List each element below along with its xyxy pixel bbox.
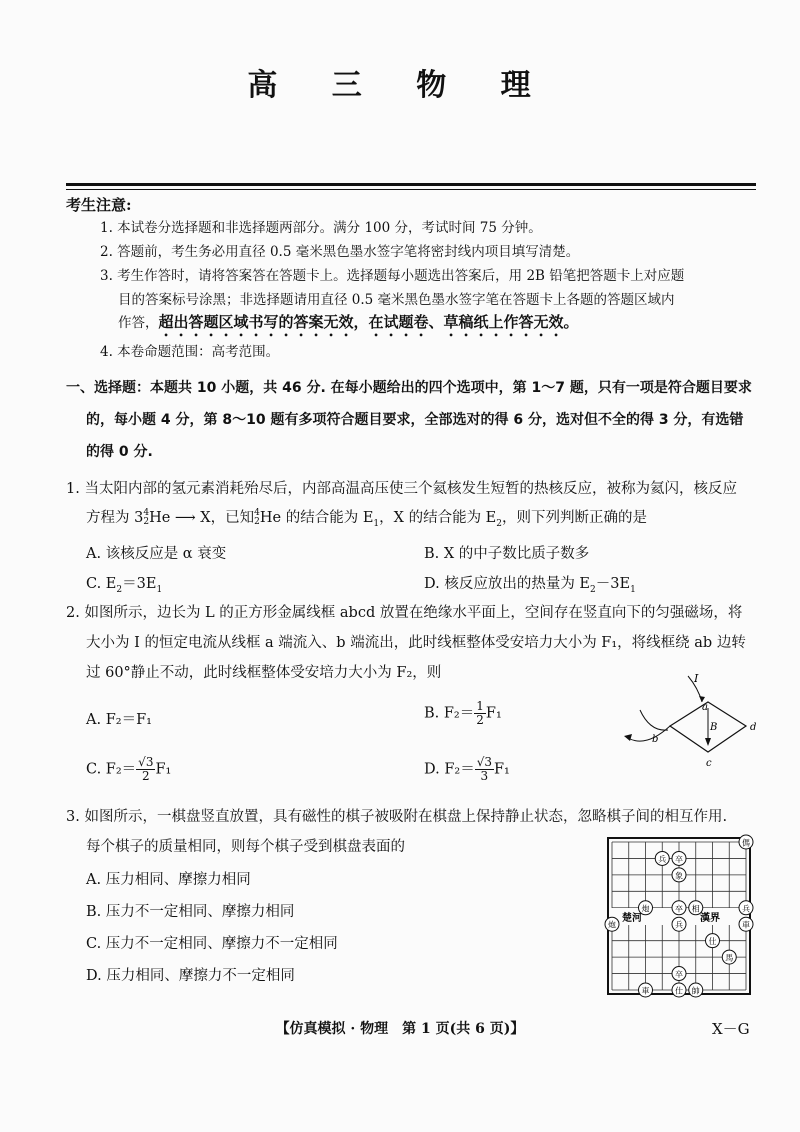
q1-optd-a: D. 核反应放出的热量为 E	[424, 576, 591, 592]
fraction	[475, 756, 494, 783]
label-current: I	[694, 672, 699, 685]
label-B: B	[710, 722, 718, 733]
q1-optd-b: －3E	[595, 576, 631, 592]
q2-stem-line2: 大小为 I 的恒定电流从线框 a 端流入、b 端流出，此时线框整体受安培力大小为 F₁，将线框绕 ab 边转	[86, 635, 746, 651]
q1-stem-line1: 1. 当太阳内部的氢元素消耗殆尽后，内部高温高压使三个氦核发生短暂的热核反应，被称为氦闪，核反应	[66, 481, 737, 497]
q1-optd-sub2: 2	[590, 584, 596, 595]
q1-optc-b: ＝3E	[122, 576, 157, 592]
out-arrow-head	[624, 734, 632, 741]
chess-piece-label: 兵	[675, 920, 683, 930]
label-a: a	[702, 702, 708, 713]
chess-piece-label: 兵	[658, 854, 667, 864]
q2-option-a: A. F₂＝F₁	[86, 712, 152, 728]
section-heading-line2: 的，每小题 4 分，第 8～10 题有多项符合题目要求，全部选对的得 6 分，选对但不全的得 3 分，有选错	[86, 412, 744, 428]
q3-option-b: B. 压力不一定相同、摩擦力相同	[86, 904, 295, 920]
chess-piece-label: 炮	[641, 904, 650, 914]
notice-item-3-line3	[118, 312, 579, 340]
chess-piece-label: 相	[691, 904, 700, 914]
chess-piece-label: 兵	[742, 904, 750, 914]
mass-number: 4	[143, 508, 150, 518]
q3-stem-line1: 3. 如图所示，一棋盘竖直放置，具有磁性的棋子被吸附在棋盘上保持静止状态，忽略棋子间的相互作用.	[66, 809, 728, 825]
q2-option-c	[86, 756, 171, 783]
chess-piece-label: 象	[675, 871, 683, 881]
chess-piece-label: 帥	[691, 986, 700, 996]
fraction	[474, 700, 486, 727]
chess-piece-label: 馬	[725, 953, 734, 963]
q2-optc-post: F₁	[155, 761, 172, 778]
q1-option-a: A. 该核反应是 α 衰变	[86, 546, 227, 562]
subscript-1: 1	[373, 518, 380, 529]
q1-stem-line2	[86, 503, 647, 539]
q2-optb-post: F₁	[485, 705, 502, 722]
current-arc-in	[640, 710, 668, 730]
notice-item-3-line2: 目的答案标号涂黑；非选择题请用直径 0.5 毫米黑色墨水签字笔在答题卡上各题的答题区域内	[118, 292, 675, 308]
q1-optc-sub2: 2	[116, 584, 123, 595]
subscript-2: 2	[496, 518, 503, 529]
chess-board-figure	[600, 830, 758, 1002]
denominator: 3	[480, 769, 489, 783]
river-left-text: 楚河	[622, 913, 642, 924]
q2-option-d	[424, 756, 510, 783]
header-rule-thin	[66, 189, 756, 190]
q1-option-c	[86, 572, 162, 595]
fraction	[136, 756, 155, 783]
q1-text-c: He 的结合能为 E	[259, 510, 374, 526]
label-c: c	[706, 758, 712, 769]
label-d: d	[750, 722, 757, 733]
q3-option-a: A. 压力相同、摩擦力相同	[86, 872, 251, 888]
chess-piece-label: 卒	[675, 904, 683, 914]
q3-stem-line2: 每个棋子的质量相同，则每个棋子受到棋盘表面的	[86, 839, 405, 855]
notice-item-2: 2. 答题前，考生务必用直径 0.5 毫米黑色墨水签字笔将密封线内项目填写清楚。	[100, 244, 580, 260]
chess-piece-label: 仕	[675, 986, 683, 996]
atomic-number: 2	[143, 517, 150, 527]
q2-optd-post: F₁	[493, 761, 510, 778]
page-footer: 【仿真模拟 · 物理 第 1 页(共 6 页)】	[275, 1021, 525, 1037]
q1-text-d: ，X 的结合能为 E	[379, 510, 497, 526]
label-b: b	[652, 734, 659, 745]
q3-option-d: D. 压力相同、摩擦力不一定相同	[86, 968, 295, 984]
q2-optd-pre: D. F₂＝	[424, 761, 475, 778]
q1-text-e: ，则下列判断正确的是	[502, 510, 648, 526]
denominator: 2	[476, 713, 484, 727]
q2-stem-line1: 2. 如图所示，边长为 L 的正方形金属线框 abcd 放置在绝缘水平面上，空间存在竖直向下的匀强磁场，将	[66, 605, 743, 621]
q1-optc-a: C. E	[86, 576, 117, 592]
chess-piece-label: 車	[742, 920, 750, 930]
chess-piece-label: 仕	[708, 937, 717, 947]
mass-number-2: 4	[254, 508, 260, 518]
q1-option-d	[424, 572, 636, 595]
q2-stem-line3: 过 60°静止不动，此时线框整体受安培力大小为 F₂，则	[86, 665, 442, 681]
chess-piece-label: 炮	[608, 920, 616, 930]
chess-piece-label: 傌	[742, 838, 750, 848]
notice-item-3-line1: 3. 考生作答时，请将答案答在答题卡上。选择题每小题选出答案后，用 2B 铅笔把答题卡上对应题	[100, 268, 685, 284]
q2-optb-pre: B. F₂＝	[424, 705, 475, 722]
q3-option-c: C. 压力不一定相同、摩擦力不一定相同	[86, 936, 338, 952]
header-rule	[66, 183, 756, 186]
q1-option-b: B. X 的中子数比质子数多	[424, 546, 590, 562]
q2-optc-pre: C. F₂＝	[86, 761, 137, 778]
field-arrow	[705, 738, 711, 746]
page-title: 高 三 物 理	[247, 68, 553, 103]
chess-piece-label: 卒	[675, 970, 683, 980]
notice-emphasis: 超出答题区域书写的答案无效，在试题卷、草稿纸上作答无效。	[158, 313, 579, 331]
chess-piece-label: 車	[641, 986, 650, 996]
notice-item-1: 1. 本试卷分选择题和非选择题两部分。满分 100 分，考试时间 75 分钟。	[100, 220, 542, 236]
notice-item-3-line3-pre: 作答，	[118, 315, 159, 331]
numerator: 1	[476, 699, 484, 713]
paper-code: X－G	[712, 1020, 750, 1038]
q1-optd-sub1: 1	[630, 584, 636, 595]
section-heading-line1: 一、选择题：本题共 10 小题，共 46 分. 在每小题给出的四个选项中，第 1～7 题，只有一项是符合题目要求	[66, 380, 752, 396]
section-heading-line3: 的得 0 分.	[86, 444, 153, 460]
square-loop-figure	[610, 668, 770, 778]
chess-piece-label: 卒	[675, 854, 683, 864]
q2-option-b	[424, 700, 502, 727]
current-arc-out	[628, 726, 670, 741]
notice-heading: 考生注意:	[66, 196, 132, 214]
q1-text-a: 方程为 3	[86, 510, 144, 526]
notice-item-4: 4. 本卷命题范围：高考范围。	[100, 344, 280, 360]
q1-text-b: He ⟶ X，已知	[149, 510, 255, 526]
numerator: √3	[138, 755, 154, 769]
river-right-text: 漢界	[700, 913, 720, 924]
numerator: √3	[476, 755, 492, 769]
denominator: 2	[141, 769, 150, 783]
q1-optc-sub1: 1	[156, 584, 163, 595]
atomic-number-2: 2	[254, 517, 260, 527]
